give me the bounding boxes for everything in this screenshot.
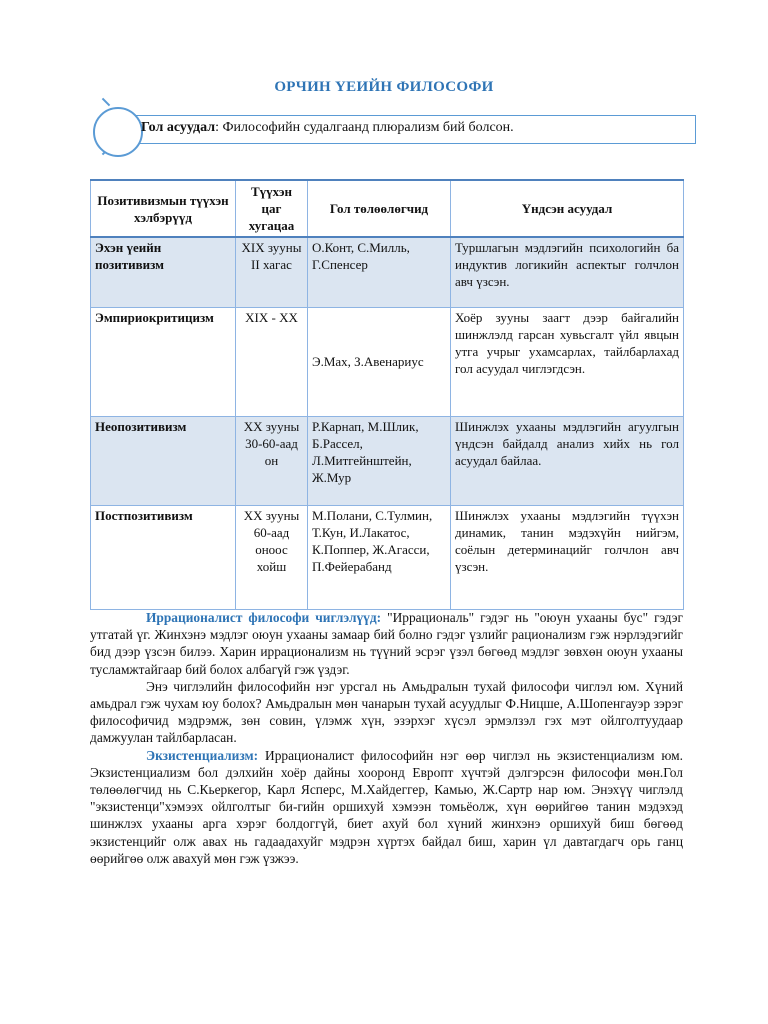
callout-circle-icon — [93, 107, 143, 157]
table-cell-form: Неопозитивизм — [91, 416, 236, 505]
table-cell-period: XIX - XX — [236, 307, 308, 416]
table-row — [91, 307, 684, 416]
table-header-cell: Позитивизмын түүхэн хэлбэрүүд — [91, 180, 236, 237]
paragraph-text: "Иррациональ" гэдэг нь "оюун ухааны бус" гэдэг утгатай үг. Жинхэнэ мэдлэг оюун ухааны замаар бий болно гэдэг үзлийг рационализм гэж нэрлэдэгийг бид дээр үзсэн билээ. Харин иррационализм нь түүний эсрэг үзэл бөгөөд мэдлэг зөвхөн оюун ухааны тусламжтайгаар бий болох албагүй гэж үздэг. — [90, 610, 684, 677]
callout-text — [141, 120, 514, 136]
section-heading-irrationalism: Иррационалист философи чиглэлүүд: — [146, 610, 382, 625]
table-cell-representatives: Р.Карнап, М.Шлик, Б.Рассел, Л.Митгейнштейн, Ж.Мур — [308, 416, 451, 505]
page-title: ОРЧИН ҮЕИЙН ФИЛОСОФИ — [274, 79, 494, 95]
table-row — [91, 505, 684, 609]
callout-label: Гол асуудал — [141, 120, 216, 135]
table-row — [91, 237, 684, 307]
table-row — [91, 416, 684, 505]
table-cell-issue: Туршлагын мэдлэгийн психологийн ба индуктив логикийн аспектыг голчлон авч үзсэн. — [451, 237, 684, 307]
table-cell-period: XIX зууны II хагас — [236, 237, 308, 307]
paragraph-irrationalism — [90, 609, 683, 678]
table-cell-representatives: О.Конт, С.Милль, Г.Спенсер — [308, 237, 451, 307]
callout-tick-top — [102, 98, 110, 106]
table-cell-issue: Шинжлэх ухааны мэдлэгийн түүхэн динамик, танин мэдэхүйн нийгэм, соёлын детерминацийг голчлон авч үзсэн. — [451, 505, 684, 609]
paragraph-text: Иррационалист философийн нэг өөр чиглэл нь экзистенциализм юм. Экзистенциализм бол дэлхийн хоёр дайны хооронд Европт хүчтэй дэлгэрсэн философи мөн.Гол төлөөлөгчид нь С.Кьеркегор, Карл Ясперс, М.Хайдеггер, Камью, Ж.Сартр нар юм. Энэхүү чиглэлд "экзистенци"хэмээх ойлголтыг би-гийн оршихуй хэмээн томьёолж, хүн өөрийгөө танин мэдэхэд шинжлэх ухааны арга хэрэг болдоггүй, биет ахуй бол хүний жинхэнэ оршихуй биш бөгөөд экзистенцийг олж авах нь гадаадахуйг мэдрэн хүртэх байдал биш, харин үл давтагдагч орь ганц өөрийгөө олж авахуй мөн гэж үзжээ. — [90, 747, 683, 866]
paragraph-existentialism — [90, 747, 683, 867]
table-cell-issue: Шинжлэх ухааны мэдлэгийн агуулгын үндсэн байдалд анализ хийх нь гол асуудал байлаа. — [451, 416, 684, 505]
table-cell-period: XX зууны 30-60-аад он — [236, 416, 308, 505]
callout-body: : Философийн судалгаанд плюрализм бий болсон. — [215, 120, 514, 135]
table-cell-form: Постпозитивизм — [91, 505, 236, 609]
table-cell-period: XX зууны 60-аад оноос хойш — [236, 505, 308, 609]
table-cell-representatives: Э.Мах, З.Авенариус — [308, 307, 451, 416]
positivism-table — [90, 179, 684, 610]
table-header-row — [91, 180, 684, 237]
table-header-cell: Гол төлөөлөгчид — [308, 180, 451, 237]
table-cell-representatives: М.Полани, С.Тулмин, Т.Кун, И.Лакатос, К.Поппер, Ж.Агасси, П.Фейерабанд — [308, 505, 451, 609]
body-text — [90, 609, 683, 867]
table-header-cell: Түүхэн цаг хугацаа — [236, 180, 308, 237]
section-heading-existentialism: Экзистенциализм: — [146, 747, 259, 763]
table-cell-form: Эмпириокритицизм — [91, 307, 236, 416]
table-cell-issue: Хоёр зууны заагт дээр байгалийн шинжлэлд гарсан хувьсгалт үйл явцын утга учрыг ухамсарлах, тайлбарлахад гол асуудал чиглэгдсэн. — [451, 307, 684, 416]
table-header-cell: Үндсэн асуудал — [451, 180, 684, 237]
table-cell-form: Эхэн үеийн позитивизм — [91, 237, 236, 307]
paragraph-philosophy-of-life: Энэ чиглэлийн философийн нэг урсгал нь Амьдралын тухай философи чиглэл юм. Хүний амьдрал гэж чухам юу болох? Амьдралын мөн чанарын тухай асуудлыг Ф.Ницше, А.Шопенгауэр зэрэг философичид мэдрэмж, зөн совин, үлэмж хүн, эзэрхэг хүсэл эрмэлзэл гэх мэт ойлголтуудаар дамжуулан тайлбарласан. — [90, 678, 683, 746]
